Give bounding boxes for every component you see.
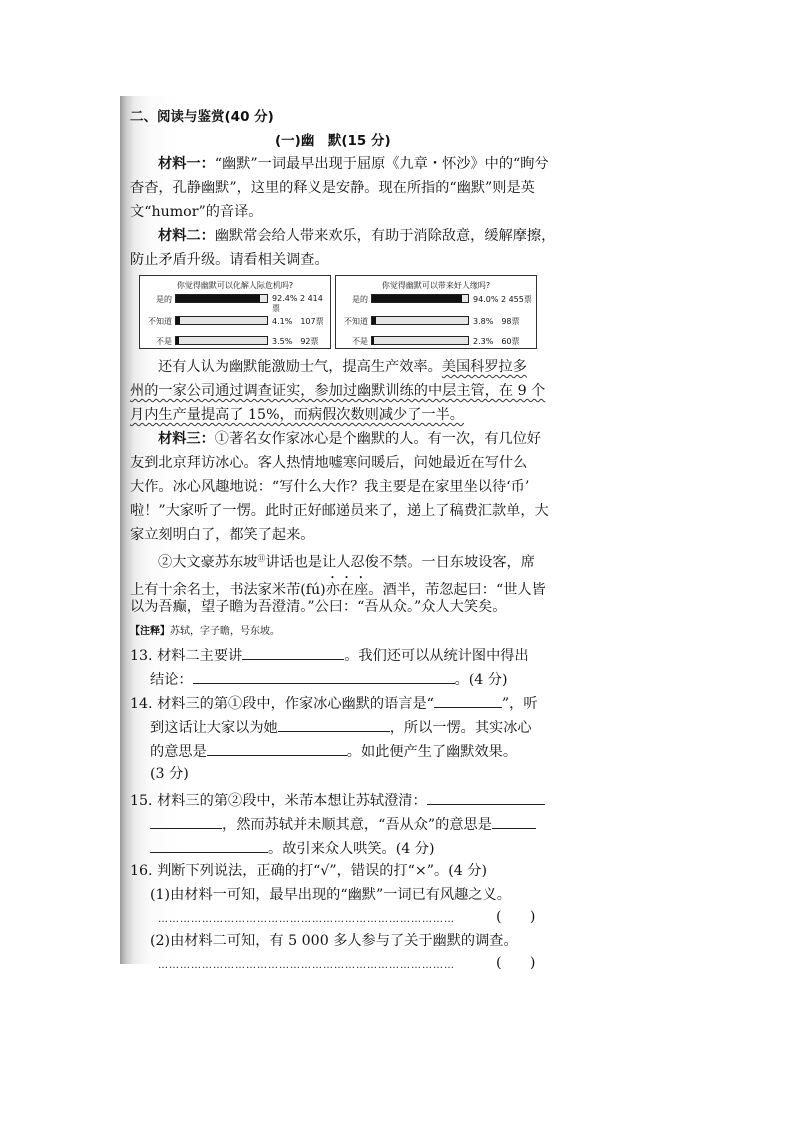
- q13-text2: 。我们还可以从统计图中得出: [344, 648, 529, 664]
- q15-blank-3[interactable]: [492, 814, 536, 829]
- material2-label: 材料二：: [158, 228, 215, 244]
- q15-text1: 15. 材料三的第②段中，米芾本想让苏轼澄清：: [130, 793, 427, 809]
- material3-line5: 家立刻明白了，都笑了起来。: [130, 527, 315, 543]
- q16-item1-answer-box[interactable]: ( ): [496, 909, 536, 925]
- chart-value-label: 2.3% 60票: [473, 337, 520, 346]
- q15-text3: 。故引来众人哄笑。(4 分): [268, 841, 435, 857]
- wavy-underlined-text-3: 月内生产量提高了 15%，而病假次数则减少了一半。: [130, 407, 464, 423]
- material1-label: 材料一：: [158, 156, 215, 172]
- material2-para2-line1: [158, 358, 527, 376]
- material3-line1: [158, 430, 541, 448]
- material1-line2: 杳杳，孔静幽默”，这里的释义是安静。现在所指的“幽默”则是英: [130, 180, 535, 196]
- chart-row: [140, 336, 330, 348]
- q14-text4: ，所以一愣。其实冰心: [389, 720, 532, 736]
- chart-row: [336, 316, 536, 328]
- sudongpo-text: ②大文豪苏东坡: [158, 554, 258, 571]
- q13-line1: [130, 645, 529, 665]
- q14-blank-2[interactable]: [278, 717, 390, 732]
- material2-para2-text: 还有人认为幽默能激励士气，提高生产效率。: [158, 359, 442, 375]
- material1-line3: 文“humor”的音译。: [130, 204, 263, 220]
- q14-text6: 。如此便产生了幽默效果。: [346, 744, 518, 760]
- material3-para2-line3: 以为吾癫，望子瞻为吾澄清。”公曰：“吾从众。”众人大笑矣。: [130, 599, 507, 615]
- section-title: 二、阅读与鉴赏(40 分): [130, 109, 274, 125]
- chart-bar: [176, 337, 179, 344]
- footnote-marker: ⑪: [257, 554, 266, 563]
- q15-line2: [150, 814, 536, 834]
- chart-row: [336, 336, 536, 348]
- q14-text2: ”，听: [501, 696, 538, 712]
- survey-chart-2: [335, 275, 537, 349]
- chart-bar-track: [175, 316, 268, 325]
- material3-text1: ①著名女作家冰心是个幽默的人。有一次，有几位好: [214, 431, 542, 447]
- chart-category-label: 不是: [352, 337, 368, 346]
- q13-blank-2[interactable]: [193, 669, 455, 684]
- note: [130, 623, 280, 641]
- passage-title: (一)幽 默(15 分): [275, 133, 391, 149]
- chart-value-label: 4.1% 107票: [272, 317, 324, 326]
- q16-item1: (1)由材料一可知，最早出现的“幽默”一词已有风趣之义。: [150, 887, 511, 903]
- chart-value-label: 3.8% 98票: [473, 317, 520, 326]
- q15-blank-4[interactable]: [150, 838, 268, 853]
- q15-line1: [130, 790, 545, 810]
- wavy-underlined-text-1: 美国科罗拉多: [441, 359, 527, 375]
- chart-category-label: 不知道: [344, 317, 368, 326]
- chart-row: [336, 294, 536, 306]
- q13-blank-1[interactable]: [242, 645, 344, 660]
- note-label: 【注释】: [130, 626, 170, 637]
- material3-line2: 友到北京拜访冰心。客人热情地嘘寒问暖后，问她最近在写什么: [130, 455, 528, 471]
- material3-line3: 大作。冰心风趣地说：“写什么大作？我主要是在家里坐以待‘币’: [130, 479, 530, 495]
- q14-blank-3[interactable]: [207, 741, 347, 756]
- mifu-text: 上有十余名士，书法家米芾(fú): [130, 582, 326, 598]
- q16-item2-answer-box[interactable]: ( ): [496, 955, 536, 971]
- q14-text5: 的意思是: [150, 744, 207, 760]
- chart-category-label: 是的: [352, 295, 368, 304]
- q16-item2: (2)由材料二可知，有 5 000 多人参与了关于幽默的调查。: [150, 933, 518, 949]
- q15-text2: ，然而苏轼并未顺其意，“吾从众”的意思是: [222, 817, 492, 833]
- chart-value-label: 94.0% 2 455票: [473, 295, 532, 304]
- material3-line4: 啦！”大家听了一愣。此时正好邮递员来了，递上了稿费汇款单，大: [130, 503, 549, 519]
- emphasized-text: 亦在座: [325, 582, 369, 598]
- material2-line1: [158, 227, 555, 245]
- chart-bar: [372, 337, 374, 344]
- q16-item1-leader: ………………………………………………………………………: [158, 914, 455, 925]
- chart-bar: [372, 317, 376, 324]
- sudongpo-text2: 讲话也是让人忍俊不禁。一日东坡设客，席: [265, 554, 535, 571]
- material3-para2-line2: [130, 574, 546, 599]
- chart-bar-track: [175, 336, 268, 345]
- chart-title: 你觉得幽默可以带来好人缘吗?: [381, 281, 491, 290]
- chart-category-label: 是的: [156, 295, 172, 304]
- q14-line1: [130, 693, 538, 713]
- q14-blank-1[interactable]: [434, 693, 502, 708]
- q16-line1: 16. 判断下列说法，正确的打“√”，错误的打“×”。(4 分): [130, 863, 487, 879]
- material3-label: 材料三：: [158, 431, 215, 447]
- q15-blank-2[interactable]: [150, 814, 222, 829]
- material2-line2: 防止矛盾升级。请看相关调查。: [130, 252, 329, 268]
- chart-row: [140, 316, 330, 328]
- q15-blank-1[interactable]: [427, 790, 545, 805]
- q13-points: 。(4 分): [454, 672, 508, 688]
- chart-value-label: 92.4% 2 414票: [272, 294, 323, 313]
- chart-bar: [176, 317, 180, 324]
- q13-text3: 结论：: [150, 672, 193, 688]
- q14-line3: [150, 741, 517, 761]
- chart-bar: [176, 295, 260, 302]
- chart-row: [140, 294, 330, 313]
- chart-bar-track: [175, 294, 268, 303]
- q14-points: (3 分): [150, 766, 189, 782]
- q13-line2: [150, 669, 508, 689]
- chart-bar-track: [371, 294, 469, 303]
- mifu-text2: 。酒半，芾忽起曰：“世人皆: [368, 582, 546, 598]
- wavy-underlined-text-2: 州的一家公司通过调查证实，参加过幽默训练的中层主管，在 9 个: [130, 383, 546, 399]
- q14-text1: 14. 材料三的第①段中，作家冰心幽默的语言是“: [130, 696, 434, 712]
- chart-title: 你觉得幽默可以化解人际危机吗?: [176, 281, 294, 290]
- material3-para2-line1: [158, 550, 535, 572]
- material1-text1: “幽默”一词最早出现于屈原《九章・怀沙》中的“眴兮: [214, 156, 549, 172]
- chart-bar-track: [371, 316, 469, 325]
- material1-line1: [158, 155, 549, 173]
- q13-text1: 13. 材料二主要讲: [130, 648, 243, 664]
- chart-category-label: 不知道: [148, 317, 172, 326]
- material2-text1: 幽默常会给人带来欢乐，有助于消除敌意，缓解摩擦，: [214, 228, 556, 244]
- chart-value-label: 3.5% 92票: [272, 337, 319, 346]
- survey-chart-1: [139, 275, 331, 349]
- chart-bar-track: [371, 336, 469, 345]
- q15-line3: [150, 838, 434, 858]
- chart-bar: [372, 295, 462, 302]
- q16-item2-leader: ………………………………………………………………………: [158, 960, 455, 971]
- q14-text3: 到这话让大家以为她: [150, 720, 278, 736]
- chart-category-label: 不是: [156, 337, 172, 346]
- q14-line2: [150, 717, 532, 737]
- note-text: 苏轼，字子瞻，号东坡。: [170, 626, 280, 637]
